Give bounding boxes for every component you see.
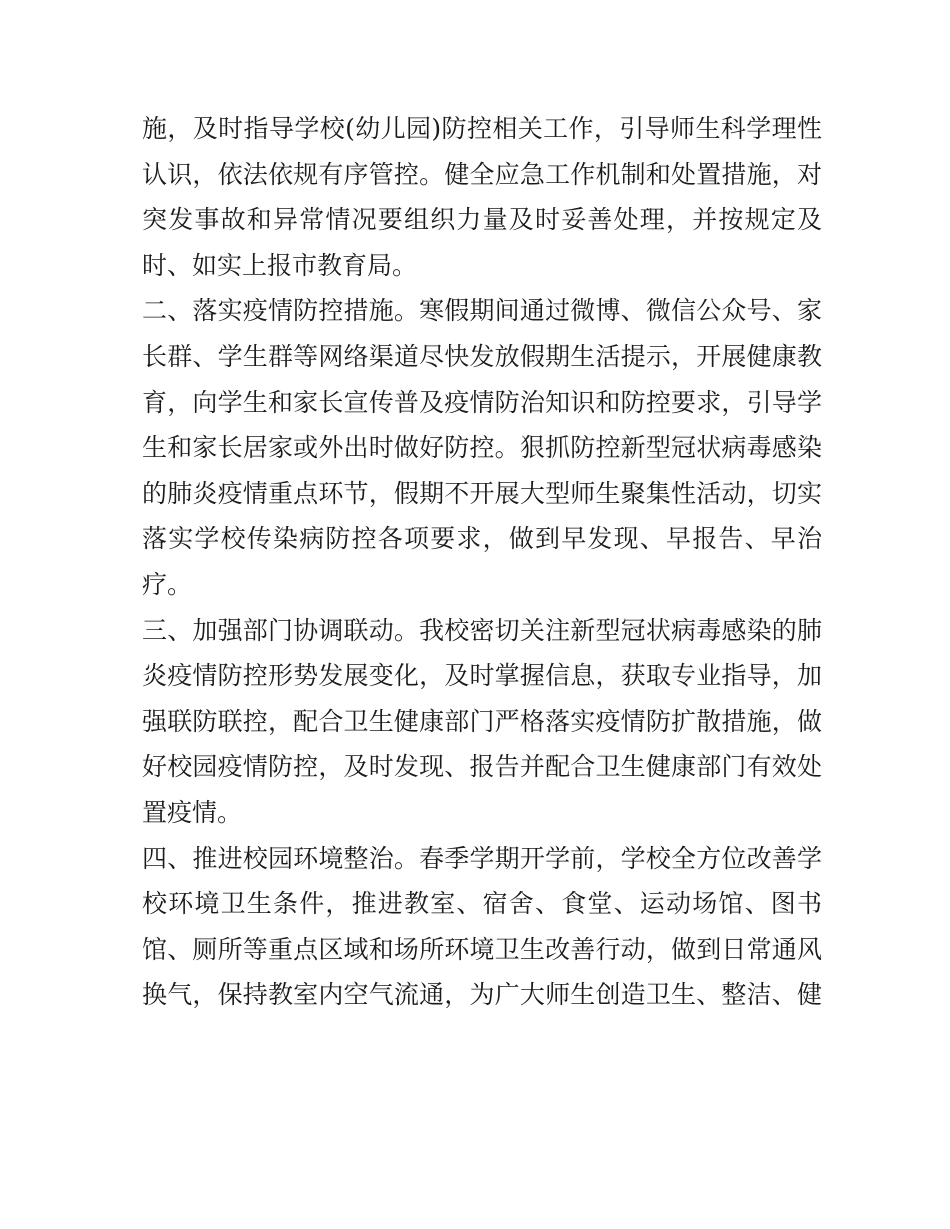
text-line: 置疫情。 (142, 797, 243, 827)
text-line: 的肺炎疫情重点环节，假期不开展大型师生聚集性活动，切实 (142, 478, 822, 508)
text-line: 二、落实疫情防控措施。寒假期间通过微博、微信公众号、家 (142, 296, 822, 326)
text-line: 炎疫情防控形势发展变化，及时掌握信息，获取专业指导，加 (142, 661, 822, 691)
text-line: 四、推进校园环境整治。春季学期开学前，学校全方位改善学 (142, 843, 822, 873)
text-line: 长群、学生群等网络渠道尽快发放假期生活提示，开展健康教 (142, 341, 822, 371)
text-line: 落实学校传染病防控各项要求，做到早发现、早报告、早治 (142, 524, 822, 554)
text-line: 三、加强部门协调联动。我校密切关注新型冠状病毒感染的肺 (142, 615, 822, 645)
text-line: 施，及时指导学校(幼儿园)防控相关工作，引导师生科学理性 (142, 114, 822, 143)
text-line: 馆、厕所等重点区域和场所环境卫生改善行动，做到日常通风 (142, 934, 822, 964)
text-line: 换气，保持教室内空气流通，为广大师生创造卫生、整洁、健 (142, 980, 822, 1010)
text-line: 时、如实上报市教育局。 (142, 250, 418, 280)
text-line: 生和家长居家或外出时做好防控。狠抓防控新型冠状病毒感染 (142, 433, 822, 463)
text-line: 育，向学生和家长宣传普及疫情防治知识和防控要求，引导学 (142, 387, 822, 417)
document-body (142, 106, 822, 1018)
text-line: 疗。 (142, 569, 193, 599)
text-line: 校环境卫生条件，推进教室、宿舍、食堂、运动场馆、图书 (142, 889, 822, 919)
text-line: 认识，依法依规有序管控。健全应急工作机制和处置措施，对 (142, 159, 822, 189)
text-line: 强联防联控，配合卫生健康部门严格落实疫情防扩散措施，做 (142, 706, 822, 736)
text-line: 突发事故和异常情况要组织力量及时妥善处理，并按规定及 (142, 205, 822, 235)
text-line: 好校园疫情防控，及时发现、报告并配合卫生健康部门有效处 (142, 752, 822, 782)
